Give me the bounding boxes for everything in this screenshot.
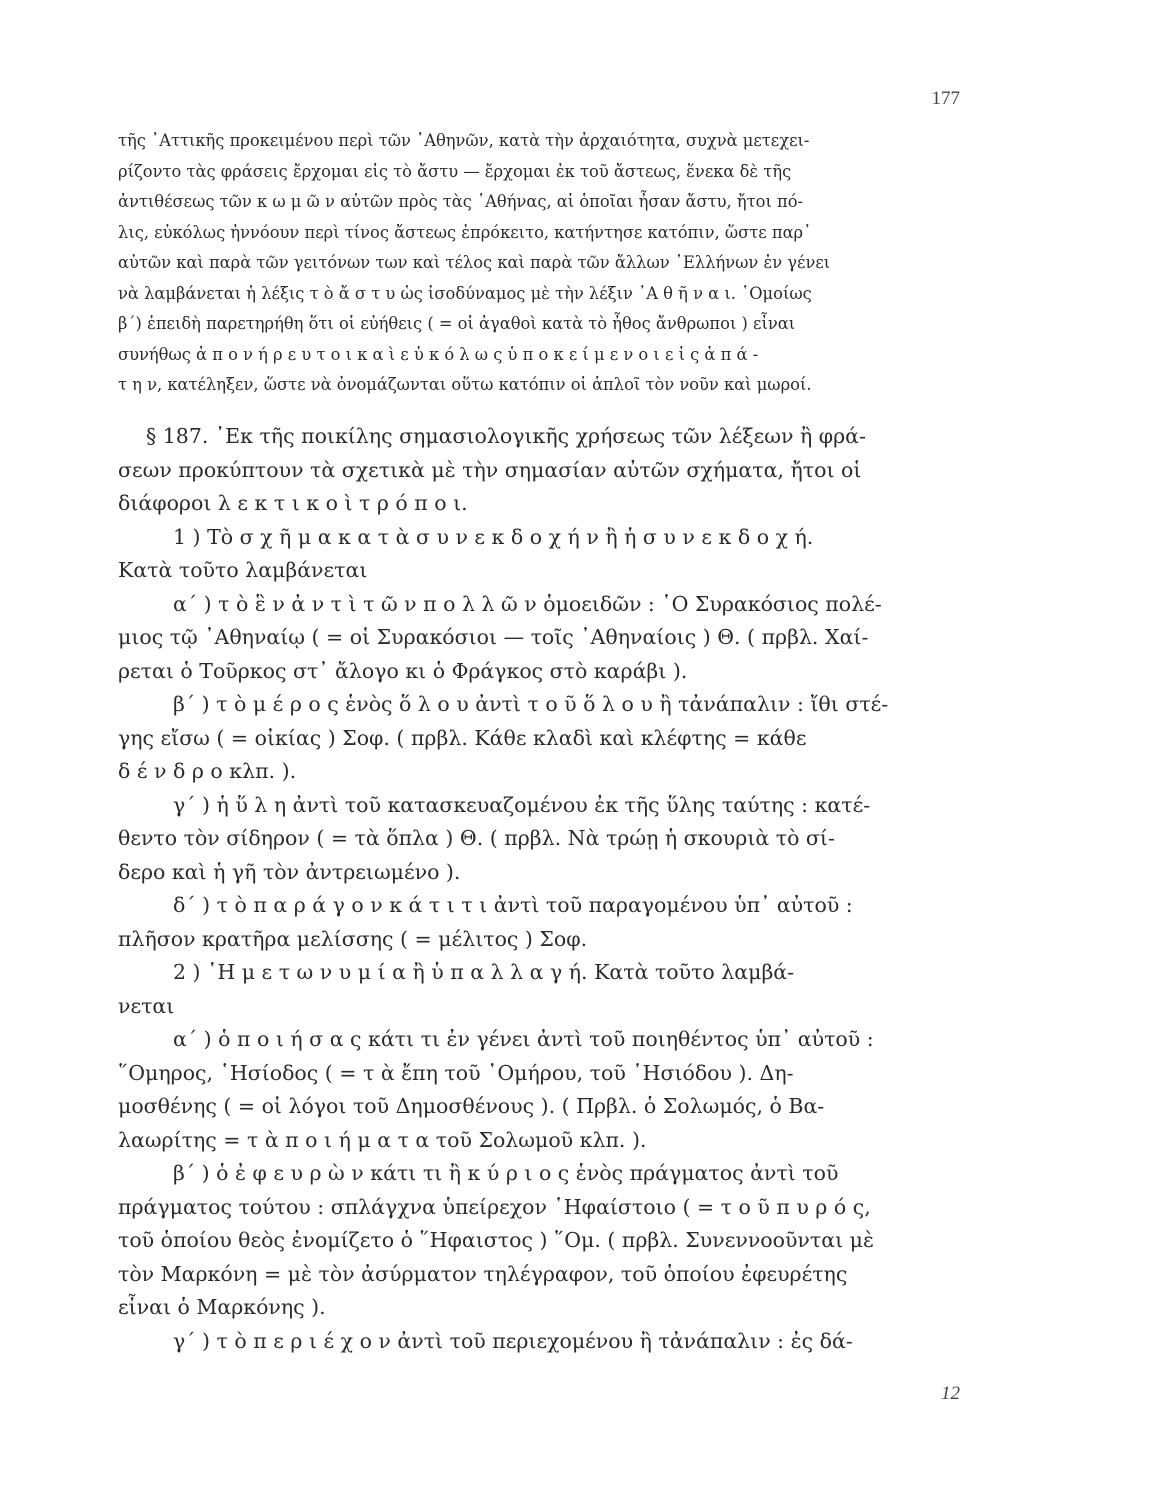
page-number: 177 — [931, 88, 960, 109]
text-line: γ΄ ) ἡ ὕ λ η ἀντὶ τοῦ κατασκευαζομένου ἐκ τῆς ὕλης ταύτης : κατέ- — [173, 792, 871, 817]
text-line: πλῆσον κρατῆρα μελίσσης ( = μέλιτος ) Σοφ. — [118, 926, 588, 951]
text-line: πράγματος τούτου : σπλάγχνα ὑπείρεχον ῾Ηφαίστοιο ( = τ ο ῦ π υ ρ ό ς, — [118, 1194, 871, 1219]
section-187 — [118, 420, 966, 1358]
text-line: ρίζοντο τὰς φράσεις ἔρχομαι εἰς τὸ ἄστυ — ἔρχομαι ἐκ τοῦ ἄστεως, ἕνεκα δὲ τῆς — [118, 161, 792, 181]
text-line: νὰ λαμβάνεται ἡ λέξις τ ὸ ἄ σ τ υ ὡς ἰσοδύναμος μὲ τὴν λέξιν ᾿Α θ ῆ ν α ι. ῾Ομοίως — [118, 283, 812, 303]
text-line: εἶναι ὁ Μαρκόνης ). — [118, 1295, 326, 1319]
text-line: δ΄ ) τ ὸ π α ρ ά γ ο ν κ ά τ ι τ ι ἀντὶ τοῦ παραγομένου ὑπ᾿ αὐτοῦ : — [173, 893, 853, 917]
text-line: δ έ ν δ ρ ο κλπ. ). — [118, 759, 297, 783]
text-line: 2 ) ῾Η μ ε τ ω ν υ μ ί α ἢ ὑ π α λ λ α γ ή. Κατὰ τοῦτο λαμβά- — [173, 960, 795, 984]
text-line: ῞Ομηρος, ῾Ησίοδος ( = τ ὰ ἔπη τοῦ ῾Ομήρου, τοῦ ῾Ησιόδου ). Δη- — [118, 1060, 794, 1085]
signature-mark: 12 — [941, 1383, 960, 1404]
text-line: α΄ ) ὁ π ο ι ή σ α ς κάτι τι ἐν γένει ἀντὶ τοῦ ποιηθέντος ὑπ᾿ αὐτοῦ : — [173, 1027, 874, 1051]
text-line: 1 ) Τὸ σ χ ῆ μ α κ α τ ὰ σ υ ν ε κ δ ο χ ή ν ἢ ἡ σ υ ν ε κ δ ο χ ή. — [173, 524, 814, 549]
text-line: τὸν Μαρκόνη = μὲ τὸν ἀσύρματον τηλέγραφον, τοῦ ὁποίου ἐφευρέτης — [118, 1261, 848, 1286]
text-line: γ΄ ) τ ὸ π ε ρ ι έ χ ο ν ἀντὶ τοῦ περιεχομένου ἢ τἀνάπαλιν : ἐς δά- — [173, 1328, 853, 1353]
intro-paragraph — [118, 126, 966, 401]
text-line: λαωρίτης = τ ὰ π ο ι ή μ α τ α τοῦ Σολωμοῦ κλπ. ). — [118, 1127, 647, 1152]
text-line: β΄ ) τ ὸ μ έ ρ ο ς ἑνὸς ὅ λ ο υ ἀντὶ τ ο ῦ ὅ λ ο υ ἢ τἀνάπαλιν : ἴθι στέ- — [173, 692, 889, 716]
text-line: β΄) ἐπειδὴ παρετηρήθη ὅτι οἱ εὐήθεις ( = οἱ ἀγαθοὶ κατὰ τὸ ἦθος ἄνθρωποι ) εἶναι — [118, 314, 796, 333]
text-line: ἀντιθέσεως τῶν κ ω μ ῶ ν αὐτῶν πρὸς τὰς ᾿Αθήνας, αἱ ὁποῖαι ἦσαν ἄστυ, ἤτοι πό- — [118, 192, 804, 211]
text-line: μιος τῷ ᾿Αθηναίῳ ( = οἱ Συρακόσιοι — τοῖς ᾿Αθηναίοις ) Θ. ( πρβλ. Χαί- — [118, 625, 869, 649]
text-line: συνήθως ἀ π ο ν ή ρ ε υ τ ο ι κ α ὶ ε ὐ κ ό λ ω ς ὑ π ο κ ε ί μ ε ν ο ι ε ἰ ς ἀ π ά - — [118, 344, 759, 364]
text-line: γης εἴσω ( = οἰκίας ) Σοφ. ( πρβλ. Κάθε κλαδὶ καὶ κλέφτης = κάθε — [118, 725, 807, 750]
text-line: β΄ ) ὁ ἐ φ ε υ ρ ὼ ν κάτι τι ἢ κ ύ ρ ι ο ς ἑνὸς πράγματος ἀντὶ τοῦ — [173, 1161, 839, 1185]
text-line: τ η ν, κατέληξεν, ὥστε νὰ ὀνομάζωνται οὕτω κατόπιν οἱ ἁπλοῖ τὸν νοῦν καὶ μωροί. — [118, 375, 812, 394]
section-heading-line: § 187. ᾿Εκ τῆς ποικίλης σημασιολογικῆς χρήσεως τῶν λέξεων ἢ φρά- — [146, 424, 866, 448]
text-line: διάφοροι λ ε κ τ ι κ ο ὶ τ ρ ό π ο ι. — [118, 491, 468, 515]
text-line: αὐτῶν καὶ παρὰ τῶν γειτόνων των καὶ τέλος καὶ παρὰ τῶν ἄλλων ῾Ελλήνων ἐν γένει — [118, 253, 831, 272]
text-line: δερο καὶ ἡ γῆ τὸν ἀντρειωμένο ). — [118, 859, 461, 884]
text-line: Κατὰ τοῦτο λαμβάνεται — [118, 558, 368, 582]
text-line: θεντο τὸν σίδηρον ( = τὰ ὅπλα ) Θ. ( πρβλ. Νὰ τρώῃ ἡ σκουριὰ τὸ σί- — [118, 826, 835, 850]
text-line: α΄ ) τ ὸ ἓ ν ἀ ν τ ὶ τ ῶ ν π ο λ λ ῶ ν ὁμοειδῶν : ῾Ο Συρακόσιος πολέ- — [173, 591, 882, 616]
text-line: τοῦ ὁποίου θεὸς ἐνομίζετο ὁ ῞Ηφαιστος ) ῞Ομ. ( πρβλ. Συνεννοοῦνται μὲ — [118, 1228, 874, 1252]
text-line: ρεται ὁ Τοῦρκος στ᾿ ἄλογο κι ὁ Φράγκος στὸ καράβι ). — [118, 658, 688, 683]
text-line: τῆς ᾿Αττικῆς προκειμένου περὶ τῶν ᾿Αθηνῶν, κατὰ τὴν ἀρχαιότητα, συχνὰ μετεχει- — [118, 131, 810, 150]
text-line: μοσθένης ( = οἱ λόγοι τοῦ Δημοσθένους ). ( Πρβλ. ὁ Σολωμός, ὁ Βα- — [118, 1094, 825, 1118]
text-line: νεται — [118, 993, 175, 1018]
text-line: λις, εὐκόλως ἠννόουν περὶ τίνος ἄστεως ἐπρόκειτο, κατήντησε κατόπιν, ὥστε παρ᾿ — [118, 222, 812, 242]
text-line: σεων προκύπτουν τὰ σχετικὰ μὲ τὴν σημασίαν αὐτῶν σχήματα, ἤτοι οἱ — [118, 457, 862, 482]
